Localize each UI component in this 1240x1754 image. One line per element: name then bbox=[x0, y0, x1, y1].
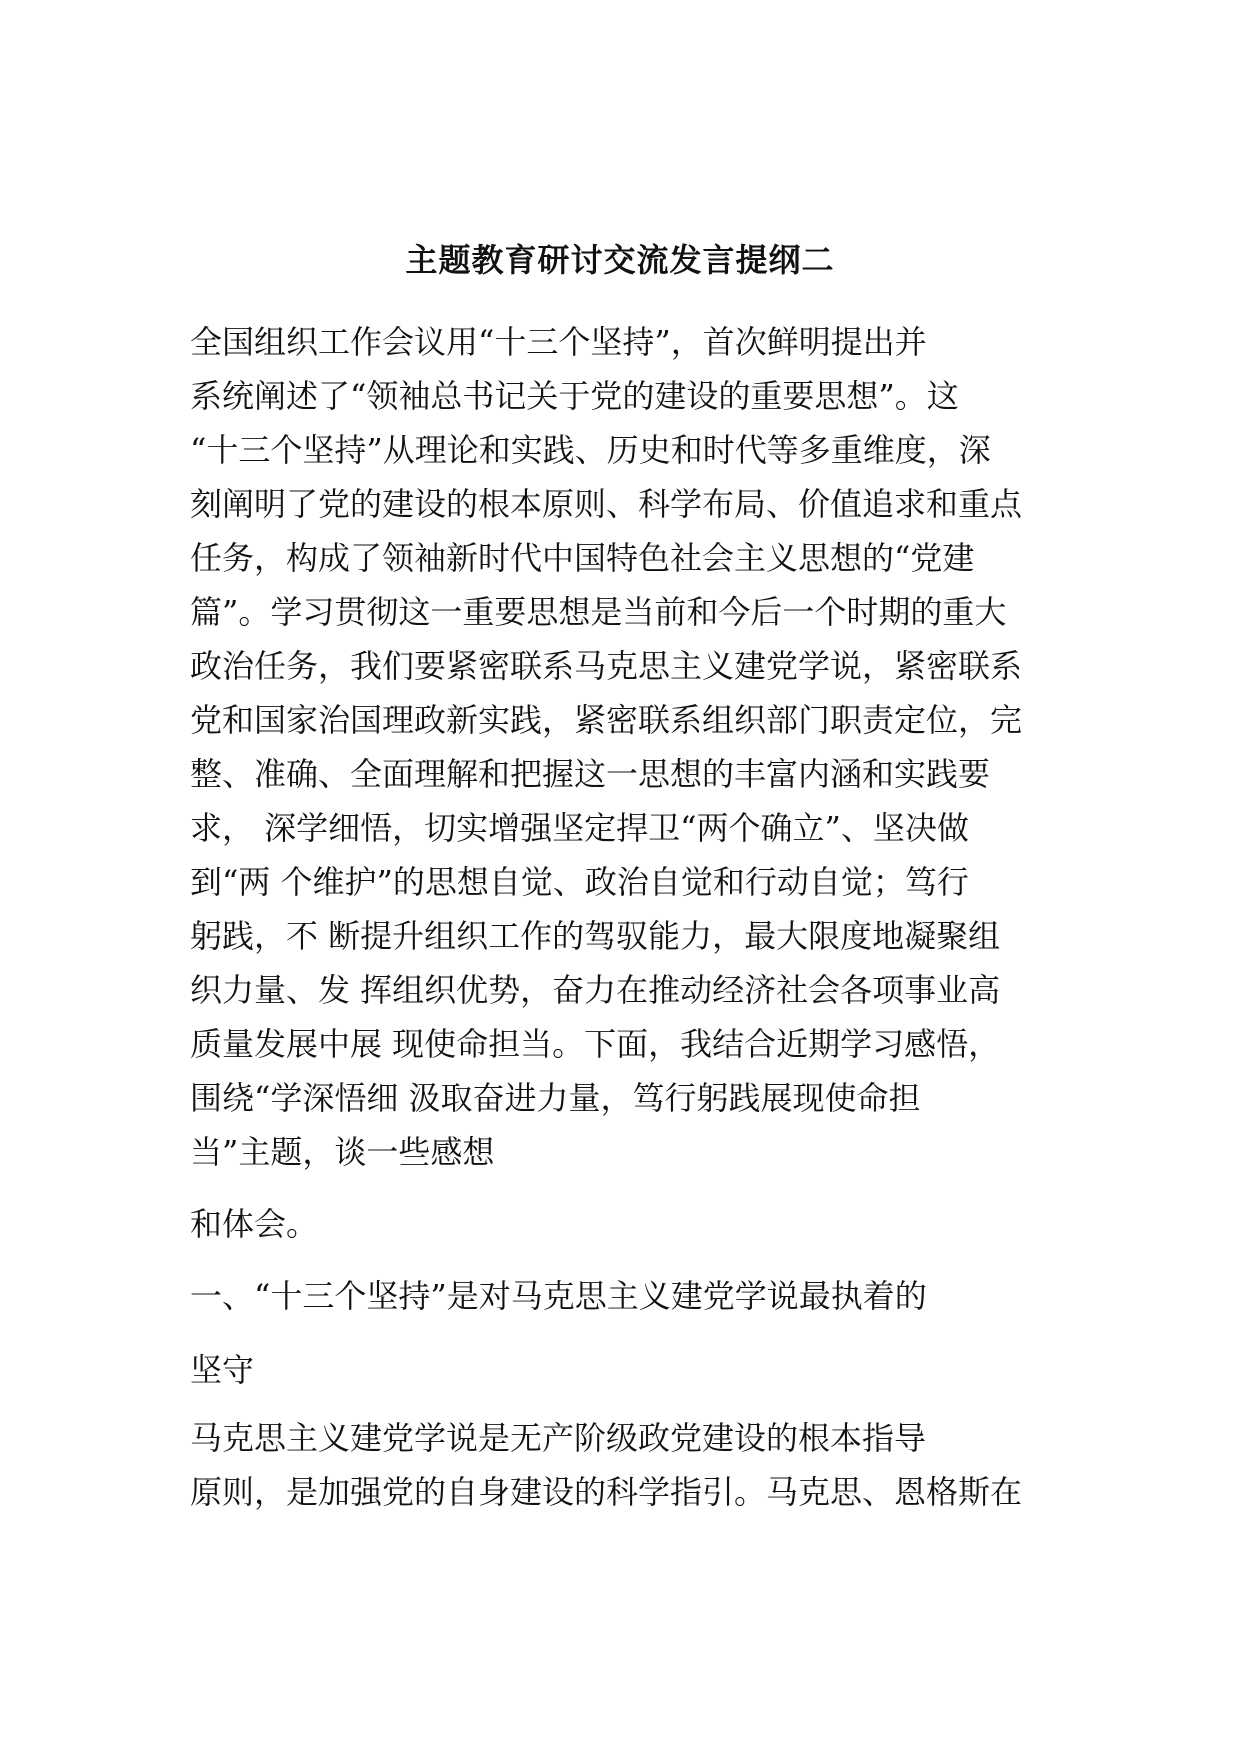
intro-line-1: 全国组织工作会议用“十三个坚持”，首次鲜明提出并 bbox=[190, 323, 927, 361]
intro-line-9: 整、准确、全面理解和把握这一思想的丰富内涵和实践要 bbox=[190, 755, 991, 793]
intro-line-6: 篇”。学习贯彻这一重要思想是当前和今后一个时期的重大 bbox=[190, 593, 1007, 631]
intro-line-5: 任务，构成了领袖新时代中国特色社会主义思想的“党建 bbox=[190, 539, 975, 577]
intro-line-11: 到“两 个维护”的思想自觉、政治自觉和行动自觉；笃行 bbox=[190, 863, 969, 901]
intro-tail: 和体会。 bbox=[190, 1205, 319, 1243]
intro-line-3: “十三个坚持”从理论和实践、历史和时代等多重维度，深 bbox=[190, 431, 991, 469]
intro-line-7: 政治任务，我们要紧密联系马克思主义建党学说，紧密联系 bbox=[190, 647, 1023, 685]
intro-line-10: 求， 深学细悟，切实增强坚定捍卫“两个确立”、坚决做 bbox=[190, 809, 969, 847]
section-1-body-line-2: 原则，是加强党的自身建设的科学指引。马克思、恩格斯在 bbox=[190, 1473, 1023, 1511]
intro-line-8: 党和国家治国理政新实践，紧密联系组织部门职责定位，完 bbox=[190, 701, 1023, 739]
intro-line-12: 躬践，不 断提升组织工作的驾驭能力，最大限度地凝聚组 bbox=[190, 917, 1001, 955]
intro-line-15: 围绕“学深悟细 汲取奋进力量，笃行躬践展现使命担 bbox=[190, 1079, 921, 1117]
intro-line-2: 系统阐述了“领袖总书记关于党的建设的重要思想”。这 bbox=[190, 377, 959, 415]
intro-line-16: 当”主题，谈一些感想 bbox=[190, 1133, 495, 1171]
intro-line-14: 质量发展中展 现使命担当。下面，我结合近期学习感悟， bbox=[190, 1025, 1001, 1063]
section-1-heading-line-2: 坚守 bbox=[190, 1351, 255, 1389]
section-1-body-line-1: 马克思主义建党学说是无产阶级政党建设的根本指导 bbox=[190, 1419, 927, 1457]
intro-line-4: 刻阐明了党的建设的根本原则、科学布局、价值追求和重点 bbox=[190, 485, 1023, 523]
intro-line-13: 织力量、发 挥组织优势，奋力在推动经济社会各项事业高 bbox=[190, 971, 1001, 1009]
section-1-heading-line-1: 一、“十三个坚持”是对马克思主义建党学说最执着的 bbox=[190, 1277, 927, 1315]
document-title: 主题教育研讨交流发言提纲二 bbox=[405, 241, 835, 279]
